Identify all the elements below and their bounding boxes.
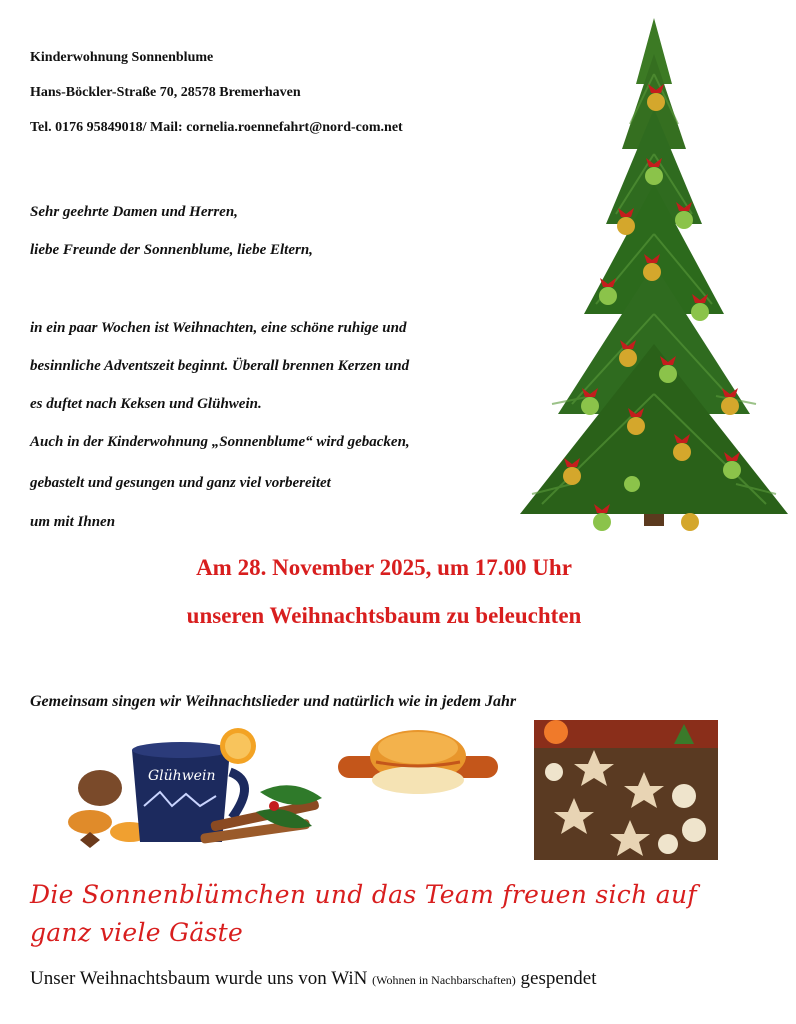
salutation-line-1: Sehr geehrte Damen und Herren, [30,204,238,220]
body-line: gebastelt und gesungen und ganz viel vorbereitet [30,475,331,491]
event-action-line: unseren Weihnachtsbaum zu beleuchten [186,603,582,628]
hot-dog-icon [332,722,504,802]
body-line: Auch in der Kinderwohnung „Sonnenblume“ wird gebacken, [30,434,410,450]
org-address: Hans-Böckler-Straße 70, 28578 Bremerhaven [30,85,301,100]
singing-line: Gemeinsam singen wir Weihnachtslieder und natürlich wie in jedem Jahr [30,693,517,710]
org-name: Kinderwohnung Sonnenblume [30,50,214,65]
body-line: in ein paar Wochen ist Weihnachten, eine schöne ruhige und [30,320,407,336]
footer-text-3: gespendet [515,968,597,989]
footer-text-2: (Wohnen in Nachbarschaften) [372,973,516,987]
body-line: um mit Ihnen [30,514,116,530]
footer-line [30,968,597,990]
body-line: besinnliche Adventszeit beginnt. Überall brennen Kerzen und [30,358,410,374]
gluehwein-mug-icon [60,722,330,854]
event-date-line: Am 28. November 2025, um 17.00 Uhr [196,555,572,580]
mug-label: Glühwein [148,768,216,784]
salutation-line-2: liebe Freunde der Sonnenblume, liebe Eltern, [30,242,313,258]
org-contact: Tel. 0176 95849018/ Mail: cornelia.roennefahrt@nord-com.net [30,120,403,135]
closing-line-1: Die Sonnenblümchen und das Team freuen sich auf [30,880,697,909]
cookies-icon [534,720,718,860]
body-line: es duftet nach Keksen und Glühwein. [30,396,262,412]
christmas-tree-icon [512,14,796,534]
closing-line-2: ganz viele Gäste [30,918,244,947]
footer-text-1: Unser Weihnachtsbaum wurde uns von WiN [30,968,373,989]
